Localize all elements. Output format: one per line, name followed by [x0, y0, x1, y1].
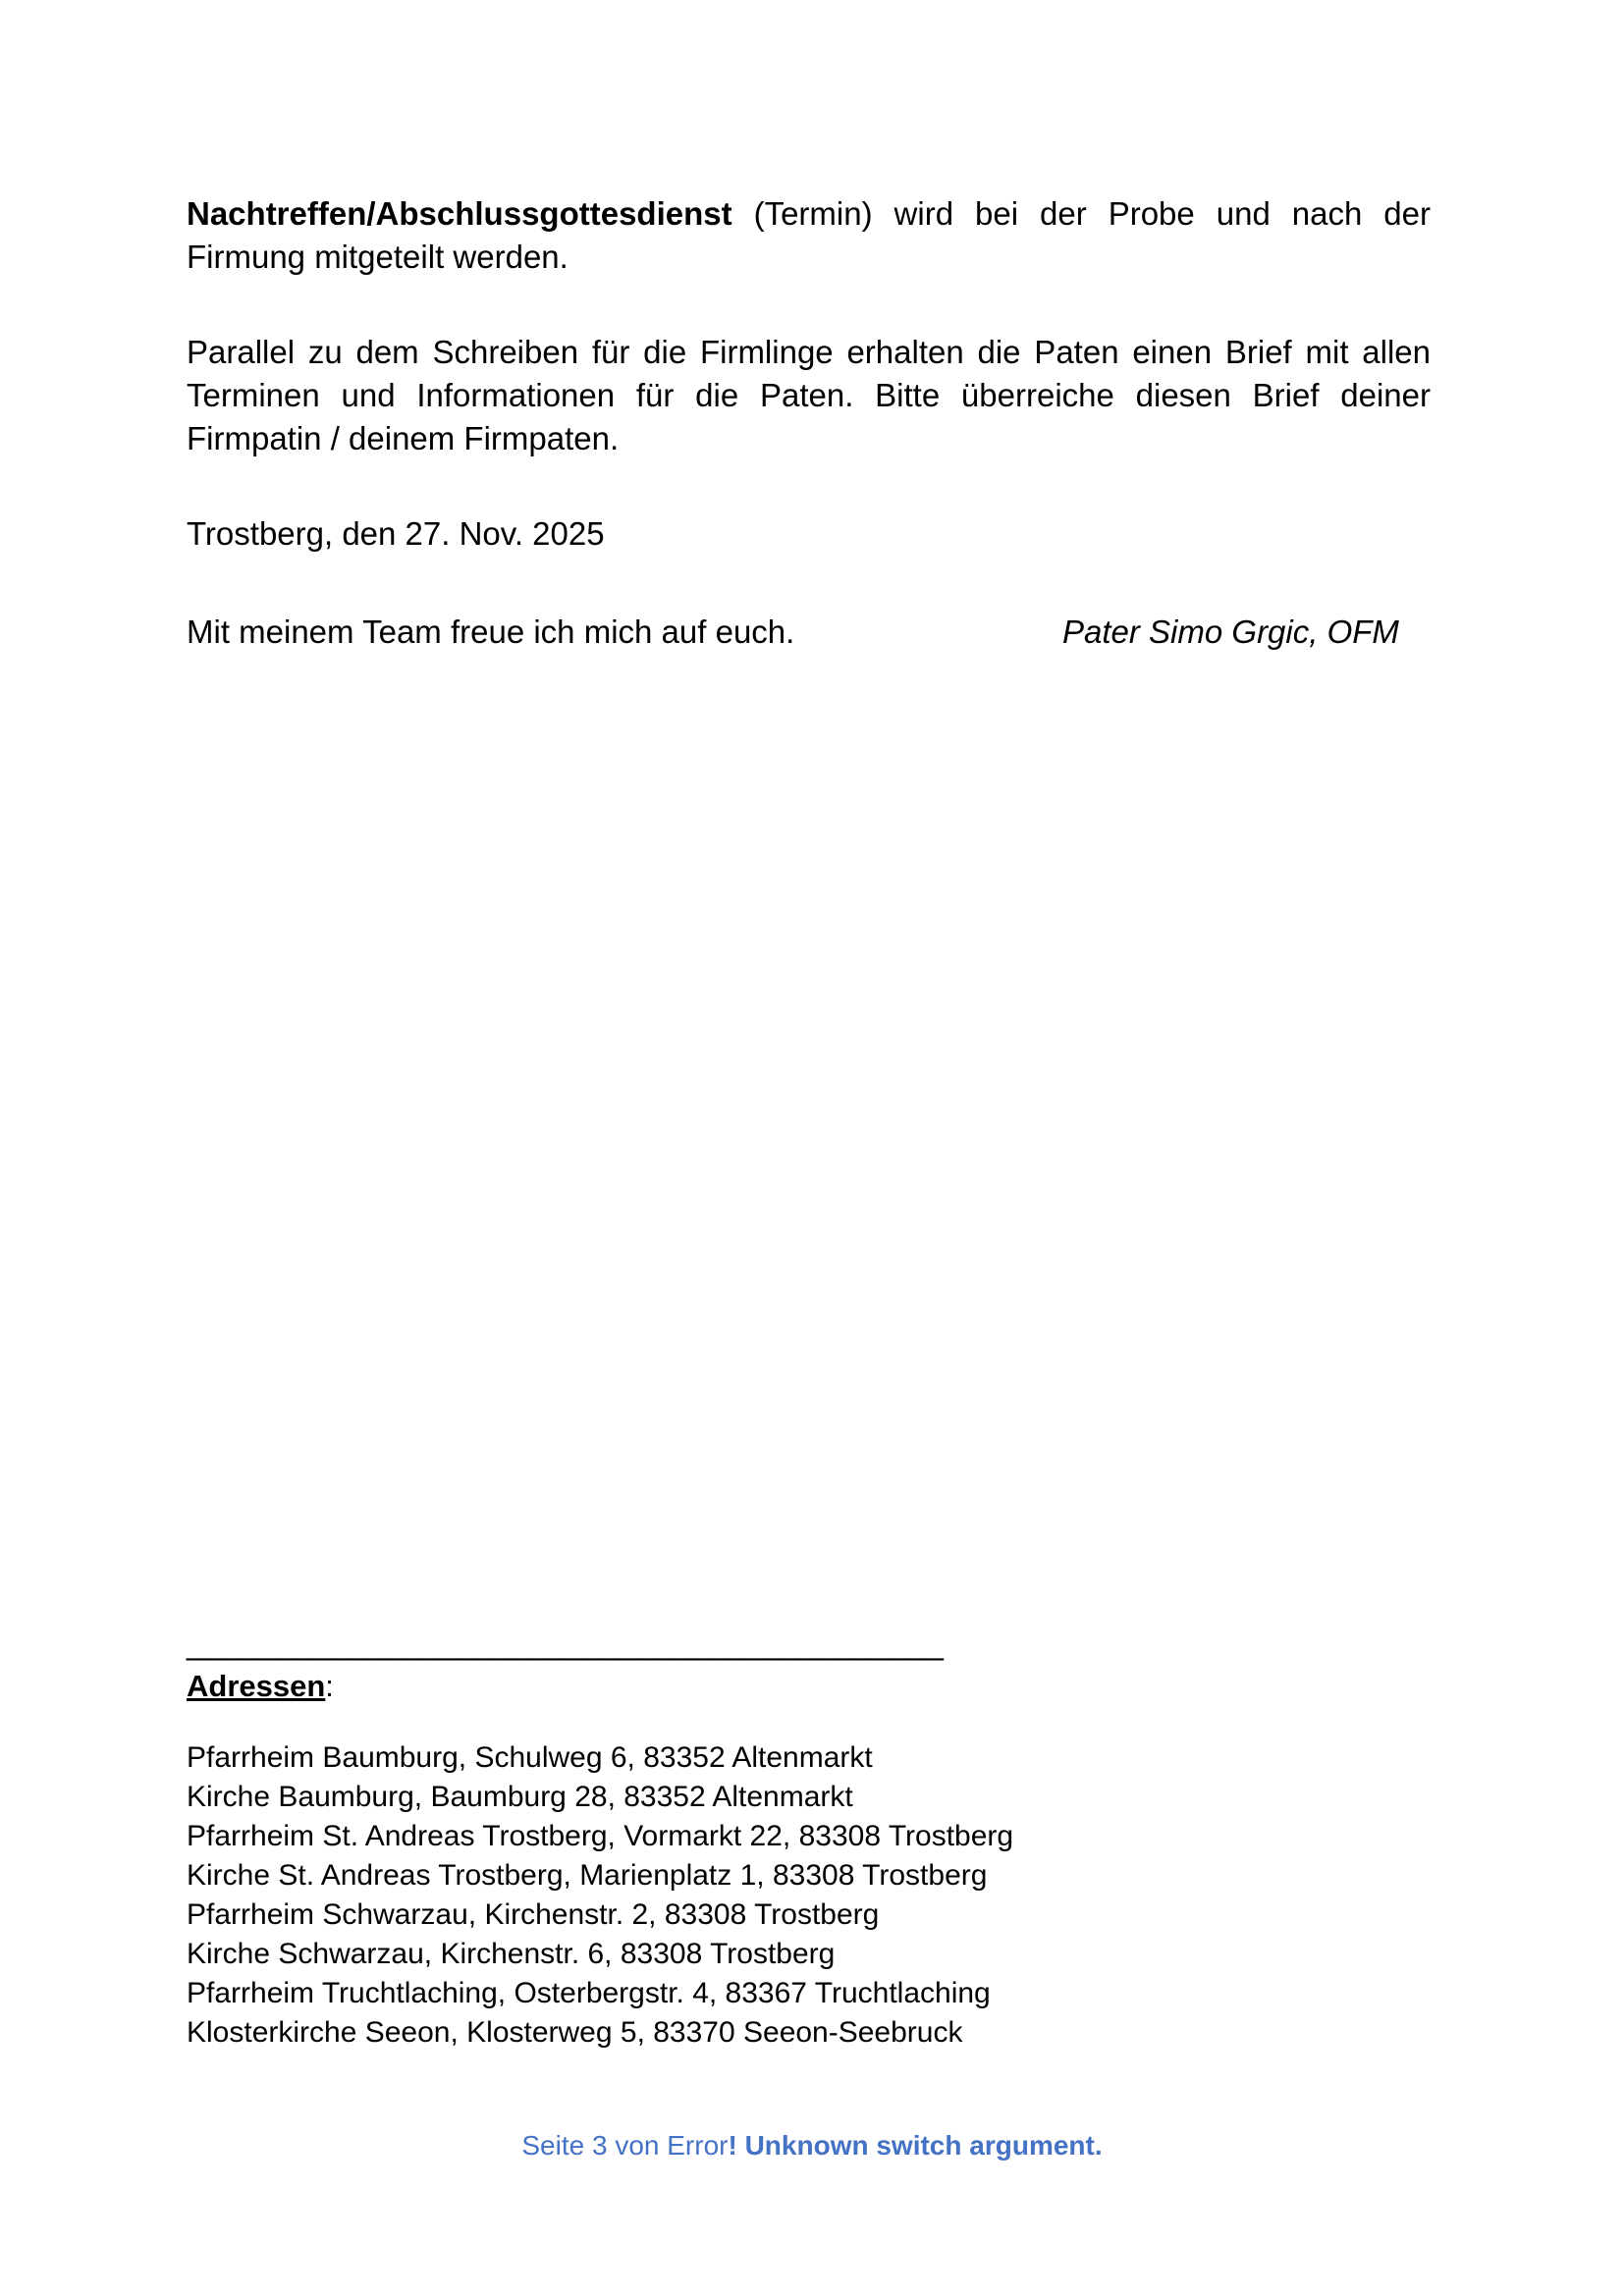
address-line: Pfarrheim Baumburg, Schulweg 6, 83352 Altenmarkt: [187, 1741, 873, 1774]
dateline: Trostberg, den 27. Nov. 2025: [187, 515, 605, 552]
address-line: Pfarrheim Schwarzau, Kirchenstr. 2, 83308 Trostberg: [187, 1898, 880, 1931]
signature-name: Pater Simo Grgic, OFM: [1062, 614, 1399, 650]
paragraph-nachtreffen: [187, 192, 1431, 279]
address-line: Pfarrheim Truchtlaching, Osterbergstr. 4, 83367 Truchtlaching: [187, 1977, 991, 2009]
address-line: Pfarrheim St. Andreas Trostberg, Vormarkt 22, 83308 Trostberg: [187, 1820, 1014, 1852]
paragraph-paten-brief: Parallel zu dem Schreiben für die Firmlinge erhalten die Paten einen Brief mit allen Terminen und Informationen für die Paten. Bitte überreiche diesen Brief deiner Firmpatin / deinem Firmpaten.: [187, 334, 1431, 456]
paragraph-nachtreffen-bold-lead: Nachtreffen/Abschlussgottesdienst: [187, 195, 732, 232]
addresses-heading: [187, 1665, 1431, 1708]
address-list: [187, 1738, 1431, 2053]
closing-text: Mit meinem Team freue ich mich auf euch.: [187, 614, 795, 650]
letter-body: [187, 192, 1431, 654]
address-line: Klosterkirche Seeon, Klosterweg 5, 83370 Seeon-Seebruck: [187, 2016, 963, 2049]
page-footer: [0, 2128, 1624, 2163]
paragraph-nachtreffen-text: (Termin) wird bei der Probe und nach der Firmung mitgeteilt werden.: [187, 195, 1431, 275]
footer-field-error-text: ! Unknown switch argument.: [728, 2130, 1103, 2161]
footer-page-number-label: Seite 3 von Error: [521, 2130, 729, 2161]
closing-row: [187, 611, 1431, 654]
divider-underscore-line: __________________________________________: [187, 1625, 944, 1661]
addresses-section: [187, 1622, 1431, 2053]
address-line: Kirche St. Andreas Trostberg, Marienplatz 1, 83308 Trostberg: [187, 1859, 988, 1892]
addresses-heading-colon: :: [325, 1669, 334, 1703]
address-line: Kirche Baumburg, Baumburg 28, 83352 Altenmarkt: [187, 1781, 853, 1813]
addresses-heading-label: Adressen: [187, 1669, 326, 1703]
address-line: Kirche Schwarzau, Kirchenstr. 6, 83308 Trostberg: [187, 1938, 836, 1970]
